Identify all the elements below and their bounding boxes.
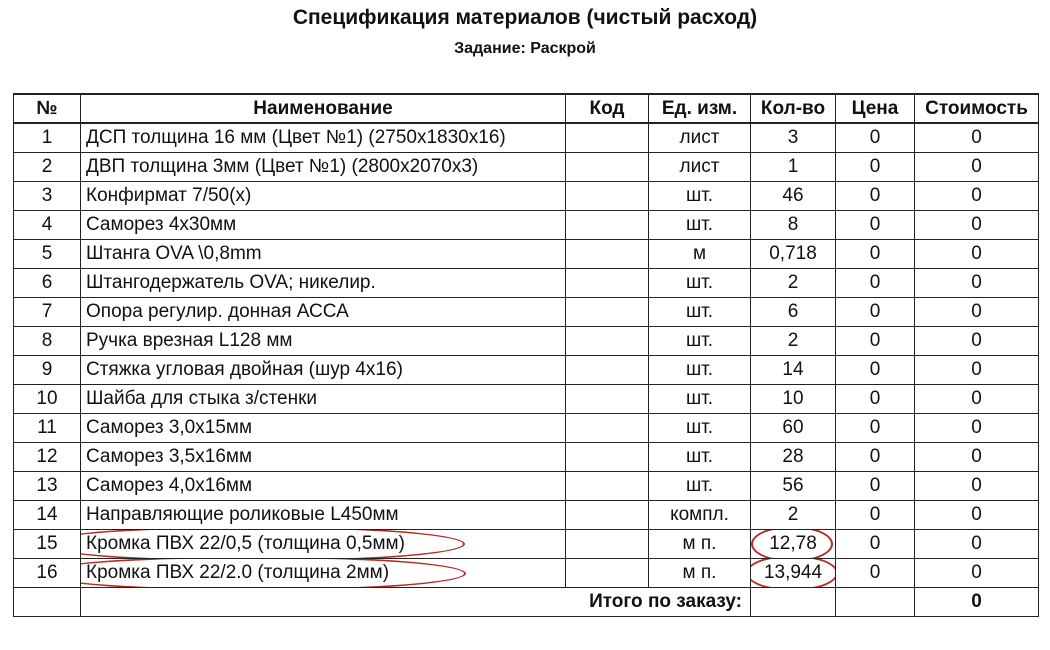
row-cost: 0 xyxy=(915,239,1039,268)
row-cost: 0 xyxy=(915,384,1039,413)
row-name: Конфирмат 7/50(х) xyxy=(81,181,566,210)
row-unit: м п. xyxy=(649,558,751,587)
row-number: 7 xyxy=(14,297,81,326)
row-cost: 0 xyxy=(915,297,1039,326)
row-price: 0 xyxy=(836,529,915,558)
row-name: Направляющие роликовые L450мм xyxy=(81,500,566,529)
row-price: 0 xyxy=(836,500,915,529)
row-cost: 0 xyxy=(915,500,1039,529)
document-title: Спецификация материалов (чистый расход) xyxy=(292,6,758,29)
row-cost: 0 xyxy=(915,529,1039,558)
row-cost: 0 xyxy=(915,413,1039,442)
table-row xyxy=(14,297,1039,326)
table-row xyxy=(14,210,1039,239)
col-header-qty: Кол-во xyxy=(751,94,836,123)
row-cost: 0 xyxy=(915,326,1039,355)
row-code xyxy=(566,384,649,413)
row-unit: шт. xyxy=(649,413,751,442)
row-cost: 0 xyxy=(915,355,1039,384)
row-cost: 0 xyxy=(915,471,1039,500)
row-number: 8 xyxy=(14,326,81,355)
row-qty: 8 xyxy=(751,210,836,239)
row-unit: шт. xyxy=(649,326,751,355)
row-number: 6 xyxy=(14,268,81,297)
row-number: 9 xyxy=(14,355,81,384)
row-unit: шт. xyxy=(649,355,751,384)
total-label: Итого по заказу: xyxy=(81,587,751,616)
row-name: Опора регулир. донная АССА xyxy=(81,297,566,326)
materials-table xyxy=(13,93,1039,617)
row-number: 1 xyxy=(14,123,81,152)
row-code xyxy=(566,268,649,297)
row-price: 0 xyxy=(836,558,915,587)
row-code xyxy=(566,210,649,239)
row-unit: шт. xyxy=(649,297,751,326)
row-name: Саморез 4х30мм xyxy=(81,210,566,239)
table-row xyxy=(14,355,1039,384)
row-code xyxy=(566,500,649,529)
row-unit: лист xyxy=(649,152,751,181)
table-row-highlighted xyxy=(14,558,1039,587)
table-row xyxy=(14,239,1039,268)
row-name: Саморез 3,5х16мм xyxy=(81,442,566,471)
row-cost: 0 xyxy=(915,442,1039,471)
table-header-row xyxy=(14,94,1039,123)
total-empty-cell xyxy=(751,587,836,616)
row-code xyxy=(566,413,649,442)
row-qty: 2 xyxy=(751,326,836,355)
row-cost: 0 xyxy=(915,152,1039,181)
row-number: 15 xyxy=(14,529,81,558)
row-cost: 0 xyxy=(915,123,1039,152)
row-price: 0 xyxy=(836,442,915,471)
row-qty: 1 xyxy=(751,152,836,181)
total-empty-cell xyxy=(14,587,81,616)
row-price: 0 xyxy=(836,268,915,297)
table-row xyxy=(14,384,1039,413)
row-name: ДСП толщина 16 мм (Цвет №1) (2750x1830x16) xyxy=(81,123,566,152)
row-unit: м п. xyxy=(649,529,751,558)
table-row xyxy=(14,181,1039,210)
table-row-highlighted xyxy=(14,529,1039,558)
document-subtitle: Задание: Раскрой xyxy=(454,40,596,57)
row-unit: компл. xyxy=(649,500,751,529)
row-unit: шт. xyxy=(649,210,751,239)
row-cost: 0 xyxy=(915,558,1039,587)
row-unit: шт. xyxy=(649,442,751,471)
row-qty: 0,718 xyxy=(751,239,836,268)
row-qty: 6 xyxy=(751,297,836,326)
highlight-ellipse-name: Кромка ПВХ 22/2.0 (толщина 2мм) xyxy=(86,561,390,583)
row-price: 0 xyxy=(836,471,915,500)
row-code xyxy=(566,471,649,500)
row-qty: 2 xyxy=(751,268,836,297)
row-number: 3 xyxy=(14,181,81,210)
row-unit: шт. xyxy=(649,268,751,297)
row-number: 2 xyxy=(14,152,81,181)
table-row xyxy=(14,123,1039,152)
row-name xyxy=(81,529,566,558)
row-code xyxy=(566,123,649,152)
row-price: 0 xyxy=(836,297,915,326)
row-name: Ручка врезная L128 мм xyxy=(81,326,566,355)
row-code xyxy=(566,181,649,210)
total-value: 0 xyxy=(915,587,1039,616)
row-qty xyxy=(751,558,836,587)
table-row xyxy=(14,413,1039,442)
row-qty: 3 xyxy=(751,123,836,152)
row-cost: 0 xyxy=(915,210,1039,239)
row-unit: шт. xyxy=(649,181,751,210)
row-price: 0 xyxy=(836,123,915,152)
row-name xyxy=(81,558,566,587)
row-qty xyxy=(751,529,836,558)
row-qty: 46 xyxy=(751,181,836,210)
row-cost: 0 xyxy=(915,268,1039,297)
row-number: 14 xyxy=(14,500,81,529)
row-number: 5 xyxy=(14,239,81,268)
row-number: 11 xyxy=(14,413,81,442)
highlight-ellipse-qty: 13,944 xyxy=(763,561,823,583)
row-name: Стяжка угловая двойная (шур 4х16) xyxy=(81,355,566,384)
row-price: 0 xyxy=(836,326,915,355)
table-row xyxy=(14,500,1039,529)
row-price: 0 xyxy=(836,152,915,181)
row-code xyxy=(566,558,649,587)
row-name: Штанга OVA \0,8mm xyxy=(81,239,566,268)
row-number: 12 xyxy=(14,442,81,471)
row-name: Саморез 3,0х15мм xyxy=(81,413,566,442)
col-header-cost: Стоимость xyxy=(915,94,1039,123)
highlight-ellipse-name: Кромка ПВХ 22/0,5 (толщина 0,5мм) xyxy=(86,532,405,554)
col-header-unit: Ед. изм. xyxy=(649,94,751,123)
row-code xyxy=(566,326,649,355)
row-qty: 2 xyxy=(751,500,836,529)
row-number: 10 xyxy=(14,384,81,413)
row-name: Саморез 4,0х16мм xyxy=(81,471,566,500)
row-name: Шайба для стыка з/стенки xyxy=(81,384,566,413)
row-qty: 56 xyxy=(751,471,836,500)
row-price: 0 xyxy=(836,384,915,413)
row-number: 13 xyxy=(14,471,81,500)
col-header-code: Код xyxy=(566,94,649,123)
row-name: Штангодержатель OVA; никелир. xyxy=(81,268,566,297)
table-row xyxy=(14,152,1039,181)
table-row xyxy=(14,268,1039,297)
row-number: 16 xyxy=(14,558,81,587)
row-qty: 28 xyxy=(751,442,836,471)
total-row xyxy=(14,587,1039,616)
row-code xyxy=(566,297,649,326)
row-price: 0 xyxy=(836,355,915,384)
row-name: ДВП толщина 3мм (Цвет №1) (2800x2070x3) xyxy=(81,152,566,181)
row-unit: шт. xyxy=(649,471,751,500)
row-price: 0 xyxy=(836,210,915,239)
col-header-name: Наименование xyxy=(81,94,566,123)
row-code xyxy=(566,152,649,181)
row-qty: 14 xyxy=(751,355,836,384)
total-empty-cell xyxy=(836,587,915,616)
row-price: 0 xyxy=(836,413,915,442)
row-price: 0 xyxy=(836,239,915,268)
table-row xyxy=(14,442,1039,471)
col-header-number: № xyxy=(14,94,81,123)
row-unit: шт. xyxy=(649,384,751,413)
highlight-ellipse-qty: 12,78 xyxy=(769,532,817,554)
row-price: 0 xyxy=(836,181,915,210)
row-code xyxy=(566,442,649,471)
row-qty: 60 xyxy=(751,413,836,442)
col-header-price: Цена xyxy=(836,94,915,123)
row-number: 4 xyxy=(14,210,81,239)
row-code xyxy=(566,529,649,558)
table-row xyxy=(14,326,1039,355)
row-code xyxy=(566,355,649,384)
row-unit: лист xyxy=(649,123,751,152)
table-row xyxy=(14,471,1039,500)
row-cost: 0 xyxy=(915,181,1039,210)
row-code xyxy=(566,239,649,268)
row-unit: м xyxy=(649,239,751,268)
row-qty: 10 xyxy=(751,384,836,413)
